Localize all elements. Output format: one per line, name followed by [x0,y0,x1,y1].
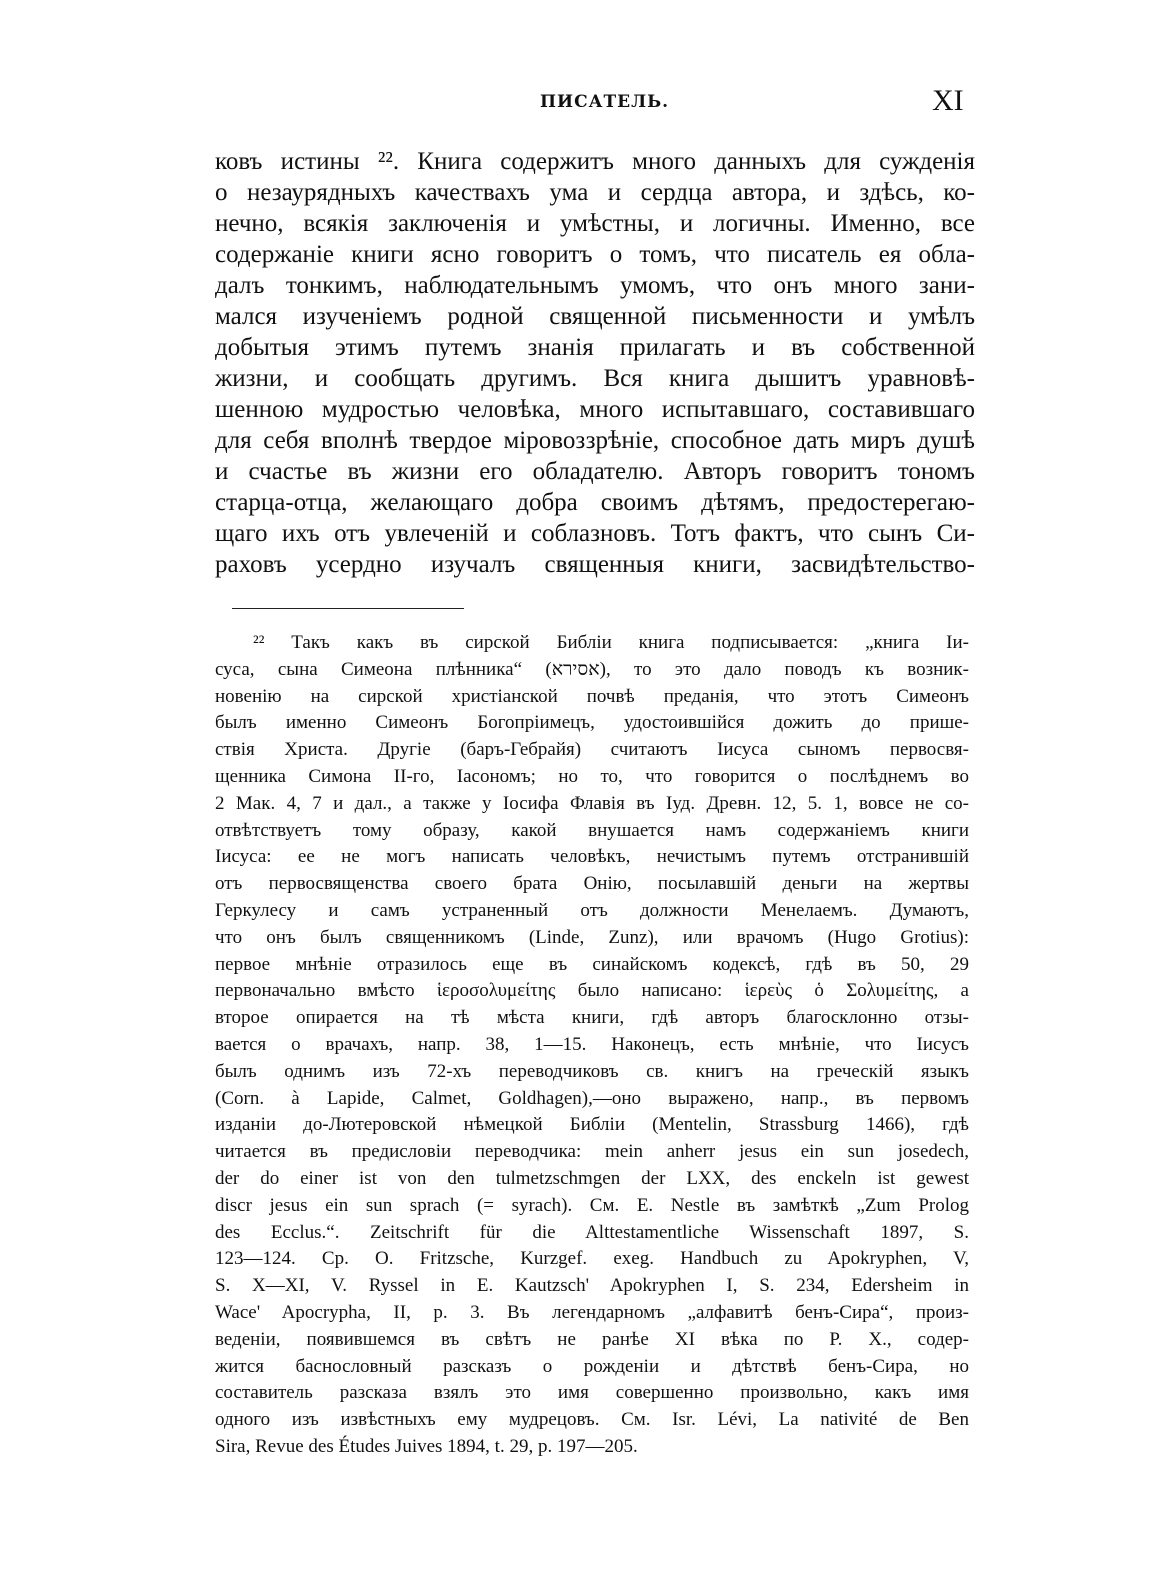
footnote-line: первое мнѣніе отразилось еще въ синайскомъ кодексѣ, гдѣ въ 50, 29 [215,953,969,975]
body-line: для себя вполнѣ твердое міровоззрѣніе, способное дать миръ душѣ [215,427,975,454]
footnote-line: суса, сына Симеона плѣнника“ (אסירא), то это дало поводъ къ возник- [215,658,969,680]
body-line: добытыя этимъ путемъ знанія прилагать и въ собственной [215,334,975,361]
footnote-line: составитель разсказа взялъ это имя совершенно произвольно, какъ имя [215,1382,969,1404]
footnote-line: щенника Симона II-го, Іасономъ; но то, что говорится о послѣднемъ во [215,765,969,787]
body-line: раховъ усердно изучалъ священныя книги, засвидѣтельство- [215,551,975,578]
body-line: шенною мудростью человѣка, много испытавшаго, составившаго [215,396,975,423]
footnote-line: что онъ былъ священникомъ (Linde, Zunz), или врачомъ (Hugo Grotius): [215,926,969,948]
footnote-line: S. X—XI, V. Ryssel in E. Kautzsch' Apokryphen I, S. 234, Edersheim in [215,1275,969,1297]
body-line: щаго ихъ отъ увлеченій и соблазновъ. Тотъ фактъ, что сынъ Си- [215,520,975,547]
footnote-line: ²² Такъ какъ въ сирской Библіи книга подписывается: „книга Іи- [253,632,969,653]
footnote-line: Геркулесу и самъ устраненный отъ должности Менелаемъ. Думаютъ, [215,899,969,921]
footnote-line: Sira, Revue des Études Juives 1894, t. 29, p. 197—205. [215,1435,638,1457]
body-line: мался изученіемъ родной священной письменности и умѣлъ [215,303,975,330]
running-title: ПИСАТЕЛЬ. [540,92,670,112]
footnote [215,630,969,1461]
body-line: старца-отца, желающаго добра своимъ дѣтямъ, предостерегаю- [215,489,975,516]
footnote-line: второе опирается на тѣ мѣста книги, гдѣ авторъ благосклонно отзы- [215,1007,969,1029]
footnote-separator [232,608,464,609]
footnote-line: первоначально вмѣсто ἱεροσολυμείτης было написано: ἱερεὺς ὁ Σολυμείτης, а [215,980,969,1002]
footnote-line: веденіи, появившемся въ свѣтъ не ранѣе XI вѣка по Р. Х., содер- [215,1328,969,1350]
footnote-line: discr jesus ein sun sprach (= syrach). См. E. Nestle въ замѣткѣ „Zum Prolog [215,1194,969,1216]
footnote-line: изданіи до-Лютеровской нѣмецкой Библіи (Mentelin, Strassburg 1466), гдѣ [215,1114,969,1136]
body-line: ковъ истины ²². Книга содержитъ много данныхъ для сужденія [215,148,975,175]
footnote-line: der do einer ist von den tulmetzschmgen der LXX, des enckeln ist gewest [215,1167,969,1189]
body-text [215,146,975,580]
footnote-line: новенію на сирской христіанской почвѣ преданія, что этотъ Симеонъ [215,685,969,707]
footnote-line: 123—124. Cp. O. Fritzsche, Kurzgef. exeg. Handbuch zu Apokryphen, V, [215,1248,969,1270]
body-line: содержаніе книги ясно говоритъ о томъ, что писатель ея обла- [215,241,975,268]
footnote-line: жится баснословный разсказъ о рожденіи и дѣтствѣ бенъ-Сира, но [215,1355,969,1377]
footnote-line: Wace' Apocrypha, II, p. 3. Въ легендарномъ „алфавитѣ бенъ-Сира“, произ- [215,1301,969,1323]
body-line: нечно, всякія заключенія и умѣстны, и логичны. Именно, все [215,210,975,237]
body-line: далъ тонкимъ, наблюдательнымъ умомъ, что онъ много зани- [215,272,975,299]
body-line: и счастье въ жизни его обладателю. Авторъ говоритъ тономъ [215,458,975,485]
footnote-line: Іисуса: ее не могъ написать человѣкъ, нечистымъ путемъ отстранившій [215,846,969,868]
footnote-line: des Ecclus.“. Zeitschrift für die Alttestamentliche Wissenschaft 1897, S. [215,1221,969,1243]
body-line: жизни, и сообщать другимъ. Вся книга дышитъ уравновѣ- [215,365,975,392]
footnote-line: 2 Мак. 4, 7 и дал., а также у Іосифа Флавія въ Іуд. Древн. 12, 5. 1, вовсе не со- [215,792,969,814]
footnote-line: былъ именно Симеонъ Богопріимецъ, удостоившійся дожить до прише- [215,712,969,734]
footnote-line: отвѣтствуетъ тому образу, какой внушается намъ содержаніемъ книги [215,819,969,841]
footnote-line: одного изъ извѣстныхъ ему мудрецовъ. См. Isr. Lévi, La nativité de Ben [215,1409,969,1431]
footnote-line: былъ однимъ изъ 72-хъ переводчиковъ св. книгъ на греческій языкъ [215,1060,969,1082]
footnote-line: читается въ предисловіи переводчика: mein anherr jesus ein sun josedech, [215,1141,969,1163]
footnote-line: (Corn. à Lapide, Calmet, Goldhagen),—оно выражено, напр., въ первомъ [215,1087,969,1109]
page-number: XI [932,84,964,117]
footnote-line: отъ первосвященства своего брата Онію, посылавшій деньги на жертвы [215,873,969,895]
footnote-line: вается о врачахъ, напр. 38, 1—15. Наконецъ, есть мнѣніе, что Іисусъ [215,1033,969,1055]
footnote-line: ствія Христа. Другіе (баръ-Гебрайя) считаютъ Іисуса сыномъ первосвя- [215,739,969,761]
body-line: о незаурядныхъ качествахъ ума и сердца автора, и здѣсь, ко- [215,179,975,206]
